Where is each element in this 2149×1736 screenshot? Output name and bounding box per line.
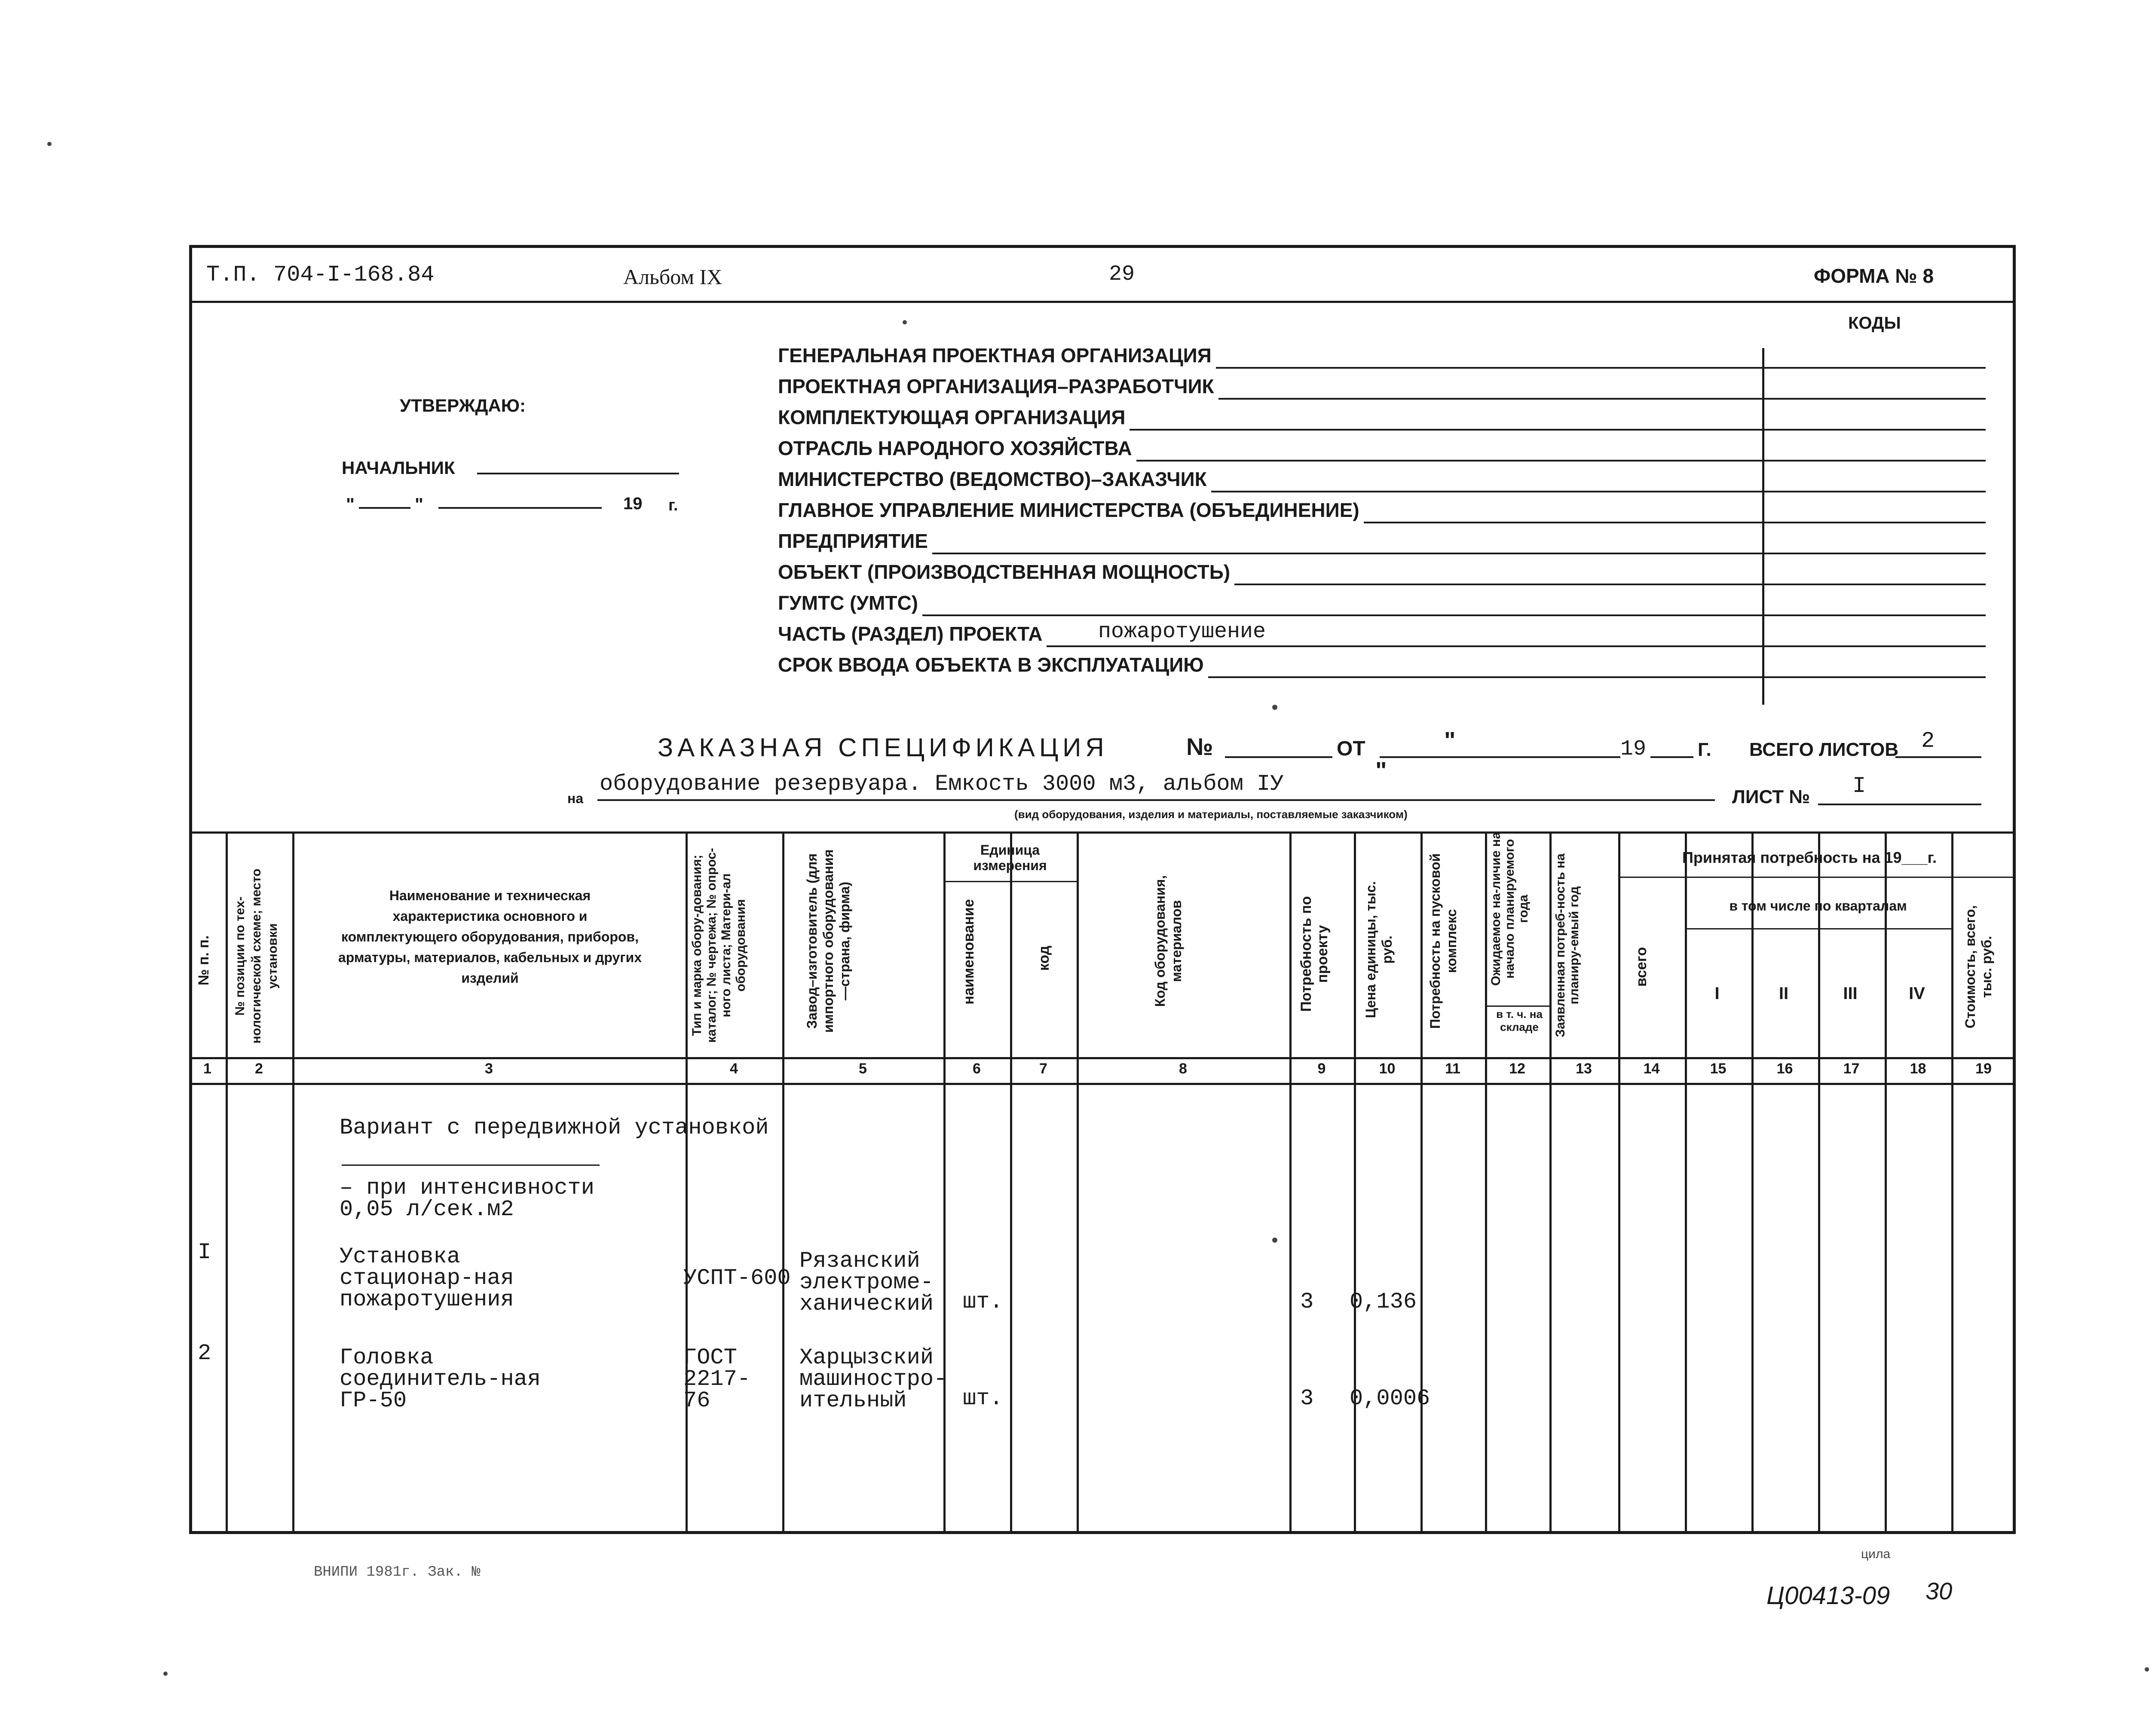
- spec-quote-2: ": [1375, 757, 1387, 784]
- col-header-18: IV: [1909, 984, 1925, 1003]
- scan-speck: [163, 1672, 168, 1676]
- col-header-16: II: [1779, 984, 1789, 1003]
- column-number: 2: [255, 1061, 263, 1077]
- form-number: ФОРМА № 8: [1814, 265, 1934, 287]
- spec-total-label: ВСЕГО ЛИСТОВ: [1749, 739, 1898, 760]
- col-header-quarters: в том числе по кварталам: [1729, 898, 1907, 914]
- spec-subject: оборудование резервуара. Емкость 3000 м3, альбом IУ: [600, 771, 1284, 797]
- grid-line: [189, 1057, 2016, 1059]
- date-quote-close: ": [415, 494, 423, 514]
- org-row-line[interactable]: [922, 614, 1986, 616]
- grid-line: [1485, 1006, 1549, 1007]
- row-2-type: ГОСТ 2217-76: [683, 1345, 751, 1413]
- org-row-line[interactable]: [1047, 645, 1986, 647]
- col-header-1: № п. п.: [196, 935, 212, 986]
- row-2-price: 0,0006: [1350, 1386, 1430, 1411]
- column-number: 4: [730, 1061, 738, 1077]
- grid-line: [1885, 831, 1887, 1532]
- spec-from-label: ОТ: [1337, 737, 1365, 760]
- row-2-number: 2: [198, 1341, 211, 1366]
- grid-line: [1618, 831, 1620, 1532]
- footer-small-note: цила: [1861, 1547, 1891, 1561]
- scan-speck: [903, 320, 907, 324]
- col-header-10: Цена единицы, тыс. руб.: [1363, 881, 1395, 1018]
- col-header-2: № позиции по тех-нологической схеме; место установки: [233, 868, 280, 1044]
- column-number: 13: [1576, 1061, 1592, 1077]
- org-row-label: ПРОЕКТНАЯ ОРГАНИЗАЦИЯ–РАЗРАБОТЧИК: [778, 375, 1214, 397]
- row-2-maker: Харцызский машиностро-ительный: [799, 1345, 947, 1413]
- org-row-label: ГЛАВНОЕ УПРАВЛЕНИЕ МИНИСТЕРСТВА (ОБЪЕДИНЕНИЕ): [778, 499, 1359, 521]
- org-row-label: ГЕНЕРАЛЬНАЯ ПРОЕКТНАЯ ОРГАНИЗАЦИЯ: [778, 344, 1212, 367]
- col-header-14: всего: [1633, 947, 1650, 987]
- spec-on-label: на: [567, 791, 584, 806]
- grid-line: [1685, 928, 1951, 929]
- grid-line: [189, 831, 2016, 834]
- col-header-13: Заявленная потреб-ность на планиру-емый год: [1553, 853, 1581, 1037]
- grid-line: [226, 831, 228, 1532]
- column-number: 18: [1910, 1061, 1926, 1077]
- org-row-label: ПРЕДПРИЯТИЕ: [778, 530, 928, 552]
- grid-line: [1485, 831, 1487, 1532]
- column-number: 9: [1317, 1061, 1326, 1077]
- spec-year-line: [1650, 756, 1693, 758]
- footer-print-note: ВНИПИ 1981г. Зак. №: [314, 1564, 481, 1580]
- org-row-label: КОМПЛЕКТУЮЩАЯ ОРГАНИЗАЦИЯ: [778, 406, 1126, 428]
- col-header-8: Код оборудования, материалов: [1152, 875, 1184, 1007]
- col-header-17: III: [1843, 984, 1858, 1003]
- column-number: 5: [859, 1061, 867, 1077]
- col-header-9: Потребность по проекту: [1298, 896, 1331, 1012]
- year-suffix: г.: [668, 496, 678, 514]
- page-number: 29: [1109, 262, 1135, 287]
- chief-label: НАЧАЛЬНИК: [342, 458, 455, 478]
- row-1-unit: шт.: [963, 1289, 1003, 1314]
- grid-line: [1549, 831, 1552, 1532]
- approve-label: УТВЕРЖДАЮ:: [400, 395, 526, 416]
- footer-code: Ц00413-09: [1766, 1582, 1890, 1610]
- column-number: 8: [1179, 1061, 1187, 1077]
- header-divider: [189, 301, 2016, 303]
- org-row-label: ГУМТС (УМТС): [778, 592, 918, 614]
- org-row-line[interactable]: [1130, 429, 1986, 431]
- scan-speck: [2145, 1667, 2149, 1672]
- grid-line: [1618, 877, 2016, 878]
- grid-line: [1077, 831, 1079, 1532]
- footer-sheet-number: 30: [1926, 1577, 1953, 1605]
- row-1-name: Установка стационар-ная пожаротушения: [340, 1244, 514, 1312]
- scan-speck: [47, 142, 52, 146]
- codes-divider: [1762, 348, 1764, 705]
- row-1-price: 0,136: [1350, 1289, 1417, 1314]
- grid-line: [1951, 831, 1953, 1532]
- spec-total-value: 2: [1921, 728, 1935, 754]
- row-1-qty: 3: [1300, 1289, 1314, 1314]
- chief-line: [477, 473, 679, 474]
- spec-date-line: [1380, 756, 1620, 758]
- org-row-line[interactable]: [1136, 460, 1986, 462]
- col-header-12b: в т. ч. на складе: [1496, 1008, 1543, 1033]
- album-label: Альбом IX: [623, 265, 722, 289]
- col-header-6: наименование: [961, 899, 977, 1005]
- row-1-maker: Рязанский электроме-ханический: [799, 1248, 934, 1317]
- grid-line: [1818, 831, 1820, 1532]
- org-row-line[interactable]: [1364, 522, 1986, 523]
- spec-sheet-line: [1818, 804, 1981, 805]
- col-header-15: I: [1714, 984, 1720, 1003]
- col-header-5: Завод–изготовитель (для импортного оборудования —страна, фирма): [804, 849, 852, 1033]
- spec-g-label: Г.: [1698, 739, 1711, 760]
- row-2-unit: шт.: [963, 1386, 1003, 1411]
- org-row-line[interactable]: [1218, 398, 1986, 400]
- column-number: 15: [1710, 1061, 1727, 1077]
- org-row-value: пожаротушение: [1098, 620, 1266, 644]
- column-number: 11: [1445, 1061, 1460, 1077]
- org-row-label: ЧАСТЬ (РАЗДЕЛ) ПРОЕКТА: [778, 623, 1043, 645]
- org-row-label: ОТРАСЛЬ НАРОДНОГО ХОЗЯЙСТВА: [778, 437, 1132, 459]
- grid-line: [1010, 831, 1012, 1532]
- org-row-line[interactable]: [1234, 584, 1986, 585]
- spec-subject-note: (вид оборудования, изделия и материалы, поставляемые заказчиком): [1014, 808, 1408, 821]
- codes-label: КОДЫ: [1848, 314, 1901, 333]
- org-row-label: СРОК ВВОДА ОБЪЕКТА В ЭКСПЛУАТАЦИЮ: [778, 654, 1204, 676]
- column-number: 14: [1643, 1061, 1660, 1077]
- org-row-line[interactable]: [932, 553, 1986, 554]
- col-header-4: Тип и марка обору-дования; каталог; № чертежа; № опрос-ного листа; Матери-ал оборудования: [690, 848, 748, 1043]
- col-header-accepted: Принятая потребность на 19___г.: [1682, 849, 1937, 866]
- org-row-label: ОБЪЕКТ (ПРОИЗВОДСТВЕННАЯ МОЩНОСТЬ): [778, 561, 1231, 583]
- grid-line: [1751, 831, 1754, 1532]
- column-number: 19: [1975, 1061, 1992, 1077]
- variant-underline: [342, 1164, 600, 1166]
- spec-sheet-label: ЛИСТ №: [1732, 786, 1810, 807]
- org-row-line[interactable]: [1216, 367, 1986, 369]
- scan-speck: [1272, 1238, 1277, 1243]
- date-day-line: [359, 507, 410, 509]
- org-row-line[interactable]: [1211, 491, 1986, 492]
- row-1-type: УСПТ-600: [683, 1265, 791, 1291]
- date-month-line: [438, 507, 602, 509]
- grid-line: [189, 1083, 2016, 1085]
- row-1-number: I: [198, 1240, 211, 1265]
- col-header-7: код: [1036, 945, 1052, 971]
- column-number: 16: [1776, 1061, 1793, 1077]
- org-row-line[interactable]: [1208, 676, 1986, 678]
- column-number: 12: [1509, 1061, 1525, 1077]
- row-2-name: Головка соединитель-ная ГР-50: [340, 1345, 541, 1413]
- row-intensity: – при интенсивности 0,05 л/сек.м2: [340, 1175, 594, 1222]
- grid-line: [1685, 831, 1687, 1532]
- column-number: 6: [973, 1061, 981, 1077]
- spec-no-line: [1225, 756, 1332, 758]
- col-header-19: Стоимость, всего, тыс. руб.: [1962, 905, 1994, 1029]
- column-number: 1: [203, 1061, 211, 1077]
- spec-no-label: №: [1186, 733, 1213, 760]
- spec-quote-1: ": [1444, 727, 1456, 754]
- grid-line: [686, 831, 688, 1532]
- col-header-11: Потребность на пусковой комплекс: [1427, 853, 1459, 1029]
- grid-line: [1420, 831, 1423, 1532]
- col-header-12: Ожидаемое на-личие на начало планируемого года: [1489, 831, 1531, 986]
- grid-line: [782, 831, 784, 1532]
- column-number: 3: [485, 1061, 493, 1077]
- grid-line: [943, 831, 946, 1532]
- date-quote-open: ": [346, 494, 355, 514]
- column-number: 17: [1843, 1061, 1860, 1077]
- spec-title: ЗАКАЗНАЯ СПЕЦИФИКАЦИЯ: [658, 733, 1108, 762]
- spec-sheet-value: I: [1852, 773, 1866, 799]
- col-header-67: Единица измерения: [973, 842, 1047, 873]
- spec-year-label: 19: [1620, 737, 1647, 761]
- column-number: 7: [1039, 1061, 1047, 1077]
- org-row-label: МИНИСТЕРСТВО (ВЕДОМСТВО)–ЗАКАЗЧИК: [778, 468, 1207, 490]
- column-number: 10: [1379, 1061, 1396, 1077]
- spec-total-line: [1895, 756, 1981, 758]
- tp-number: Т.П. 704-I-168.84: [206, 262, 435, 287]
- spec-subject-line: [597, 799, 1715, 801]
- row-variant-title: Вариант с передвижной установкой: [340, 1115, 769, 1140]
- grid-line: [1289, 831, 1292, 1532]
- col-header-3: Наименование и техническая характеристика основного и комплектующего оборудования, приборов, арматуры, материалов, кабельных и других изделий: [338, 888, 642, 986]
- grid-line: [292, 831, 294, 1532]
- scan-speck: [1272, 705, 1277, 710]
- row-2-qty: 3: [1300, 1386, 1314, 1411]
- grid-line: [1354, 831, 1356, 1532]
- year-label: 19: [623, 494, 643, 513]
